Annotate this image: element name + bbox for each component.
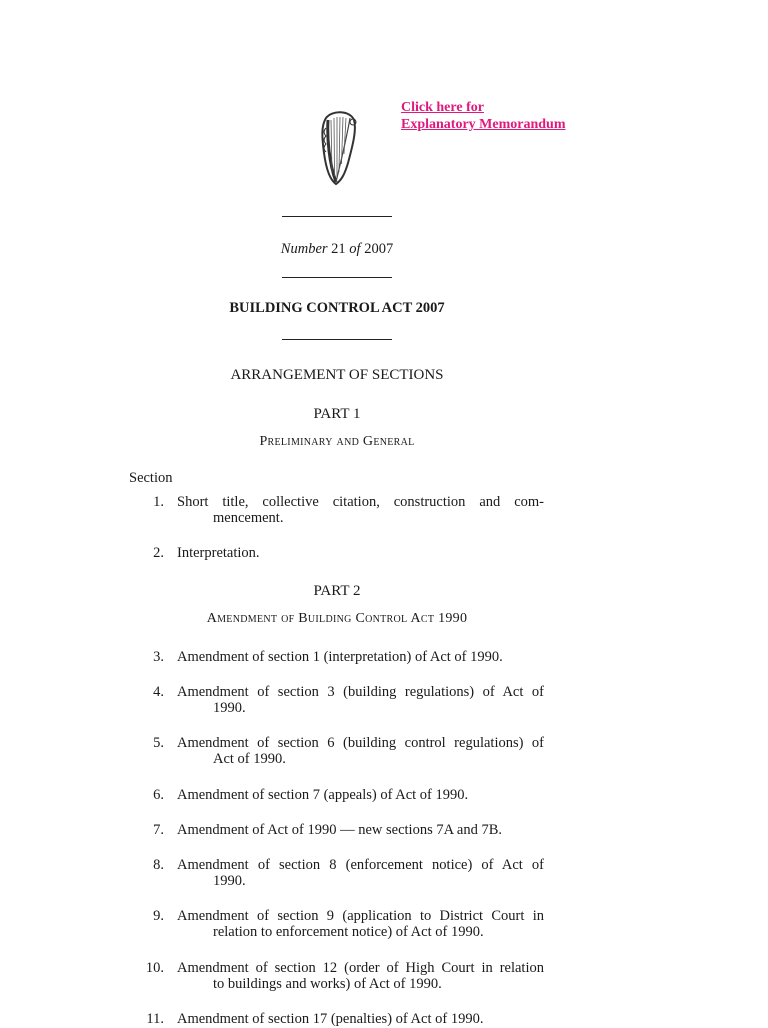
section-title-cont: to buildings and works) of Act of 1990. [213,976,442,992]
of-word: of [349,241,361,257]
section-title-cont: mencement. [213,510,284,526]
divider-rule [282,277,392,278]
part-1-label: PART 1 [313,406,361,422]
section-title: Amendment of Act of 1990 — new sections 7A and 7B. [177,822,502,838]
section-number: 10. [145,960,164,976]
explanatory-memorandum-link[interactable] [401,99,591,133]
section-title: Amendment of section 17 (penalties) of Act of 1990. [177,1011,484,1027]
act-number: 21 [331,241,346,257]
section-title: Amendment of section 3 (building regulations) of Act of [177,684,544,700]
harp-emblem-icon [312,108,362,186]
part-2-title: Amendment of Building Control Act 1990 [206,611,468,626]
section-number: 7. [153,822,164,838]
section-title: Amendment of section 9 (application to District Court in [177,908,544,924]
section-label: Section [129,470,173,486]
number-word: Number [280,241,328,257]
section-number: 9. [153,908,164,924]
section-title: Amendment of section 7 (appeals) of Act of 1990. [177,787,469,803]
section-title: Amendment of section 6 (building control regulations) of [177,735,544,751]
act-number-line [0,241,674,258]
section-title-cont: relation to enforcement notice) of Act of 1990. [213,924,484,940]
section-number: 2. [153,545,164,561]
section-title: Amendment of section 12 (order of High Court in relation [177,960,544,976]
divider-rule [282,216,392,217]
section-number: 8. [153,857,164,873]
section-number: 11. [146,1011,164,1027]
section-number: 1. [153,494,164,510]
link-line-2[interactable]: Explanatory Memorandum [401,117,566,132]
section-title: Amendment of section 1 (interpretation) of Act of 1990. [177,649,503,665]
part-1-title: Preliminary and General [259,434,415,449]
divider-rule [282,339,392,340]
link-line-1[interactable]: Click here for [401,100,484,115]
act-title: BUILDING CONTROL ACT 2007 [229,300,445,316]
arrangement-heading: ARRANGEMENT OF SECTIONS [230,367,444,383]
section-title-cont: 1990. [213,873,246,889]
section-title-cont: Act of 1990. [213,751,286,767]
part-2-label: PART 2 [313,583,361,599]
section-title-cont: 1990. [213,700,246,716]
section-number: 5. [153,735,164,751]
section-title: Amendment of section 8 (enforcement notice) of Act of [177,857,544,873]
act-year: 2007 [364,241,394,257]
section-title: Interpretation. [177,545,260,561]
section-title: Short title, collective citation, construction and com- [177,494,544,510]
section-number: 3. [153,649,164,665]
section-number: 4. [153,684,164,700]
section-number: 6. [153,787,164,803]
